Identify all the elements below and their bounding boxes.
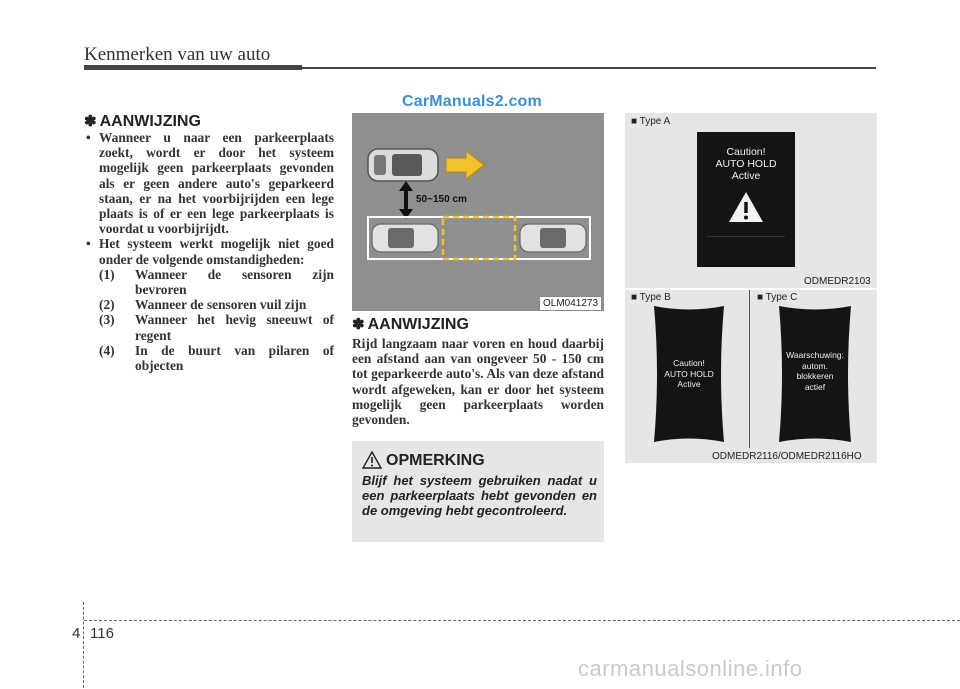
watermark-top: CarManuals2.com (402, 93, 542, 110)
free-parking-space (443, 217, 515, 259)
star-icon: ✽ (84, 113, 97, 130)
panel-divider (625, 288, 877, 290)
left-note-body (84, 130, 334, 373)
conditions-list (84, 267, 334, 373)
dash-line: Active (677, 379, 701, 389)
bullet-dot: • (86, 236, 91, 252)
parking-diagram-svg (352, 113, 604, 311)
cluster-display-type-a (697, 132, 795, 267)
dash-c-message (775, 350, 855, 392)
condition-item (99, 312, 334, 342)
parked-car-left-icon (372, 224, 438, 252)
type-a-label: ■ Type A (631, 116, 671, 127)
left-note-heading (84, 112, 201, 131)
footer-vertical-rule (83, 602, 84, 688)
arrow-right-icon (446, 151, 484, 179)
condition-item (99, 343, 334, 373)
header-rule-thin (302, 67, 876, 69)
left-note-heading-text: AANWIJZING (99, 113, 201, 130)
dash-line: AUTO HOLD (715, 158, 777, 170)
opmerking-text: Blijf het systeem gebruiken nadat u een parkeerplaats hebt gevonden en de omgeving hebt gecontroleerd. (362, 473, 597, 518)
warning-triangle-icon (362, 451, 382, 474)
watermark-bottom: carmanualsonline.info (578, 656, 803, 681)
dash-line: Active (731, 170, 761, 182)
condition-number: (1) (99, 266, 115, 282)
mid-note-heading-text: AANWIJZING (367, 316, 469, 333)
cluster-display-type-b (650, 304, 728, 449)
condition-item (99, 297, 334, 312)
header-rule-thick (84, 65, 302, 70)
dash-a-message (697, 146, 795, 182)
condition-text: Wanneer het hevig sneeuwt of regent (135, 312, 334, 343)
bullet-text: Het systeem werkt mogelijk niet goed onder de volgende omstandigheden: (99, 236, 334, 267)
type-a-caption: ODMEDR2103 (804, 276, 871, 287)
bullet-dot: • (86, 130, 91, 145)
distance-label: 50~150 cm (416, 194, 467, 205)
dash-line: autom. (802, 360, 828, 371)
bullet-text: Wanneer u naar een parkeerplaats zoekt, wordt er door het systeem mogelijk geen parkeerplaats gevonden als er geen andere auto's geparkeerd staan, er na het voorbijrijden een lege plaats is of er een lege parkeerplaats is voordat u voorbijrijdt. (99, 130, 334, 237)
distance-arrow-icon (399, 181, 413, 219)
dash-line: Caution! (673, 358, 705, 368)
opmerking-title: OPMERKING (386, 452, 485, 469)
condition-number: (3) (99, 312, 115, 328)
star-icon: ✽ (352, 316, 365, 333)
chapter-number: 4 (72, 625, 81, 642)
dash-line: Caution! (726, 146, 766, 158)
dash-line: blokkeren (796, 371, 834, 381)
condition-number: (2) (99, 297, 115, 313)
dash-line: AUTO HOLD (664, 368, 714, 379)
warning-triangle-icon (727, 190, 765, 224)
footer-horizontal-rule (84, 620, 960, 621)
panel-divider-vertical (749, 290, 750, 448)
page-number: 116 (90, 625, 114, 642)
parking-illustration (352, 113, 604, 311)
chapter-title: Kenmerken van uw auto (84, 44, 271, 65)
condition-text: Wanneer de sensoren zijn bevroren (135, 266, 334, 298)
type-bc-caption: ODMEDR2116/ODMEDR2116HO (712, 451, 862, 462)
type-b-label: ■ Type B (631, 292, 671, 303)
condition-item (99, 267, 334, 297)
dash-a-gauge-strip (707, 236, 785, 261)
cluster-display-type-c (775, 304, 855, 449)
bullet-item (84, 130, 334, 236)
dash-b-message (650, 358, 728, 390)
illustration-caption: OLM041273 (539, 296, 602, 311)
condition-number: (4) (99, 342, 115, 358)
mid-note-heading (352, 315, 469, 334)
type-c-label: ■ Type C (757, 292, 798, 303)
bullet-item (84, 236, 334, 266)
condition-text: In de buurt van pilaren of objecten (135, 342, 334, 374)
moving-car-icon (368, 149, 438, 181)
parked-car-right-icon (520, 224, 586, 252)
dash-line: Waarschuwing: (786, 350, 844, 360)
dash-line: actief (804, 381, 826, 392)
condition-text: Wanneer de sensoren vuil zijn (135, 297, 307, 313)
mid-note-body: Rijd langzaam naar voren en houd daarbij een afstand aan van ongeveer 50 - 150 cm tot geparkeerde auto's. Als van deze afstand wordt afgeweken, kan er door het systeem mogelijk geen parkeerplaats worden gevonden. (352, 336, 604, 428)
